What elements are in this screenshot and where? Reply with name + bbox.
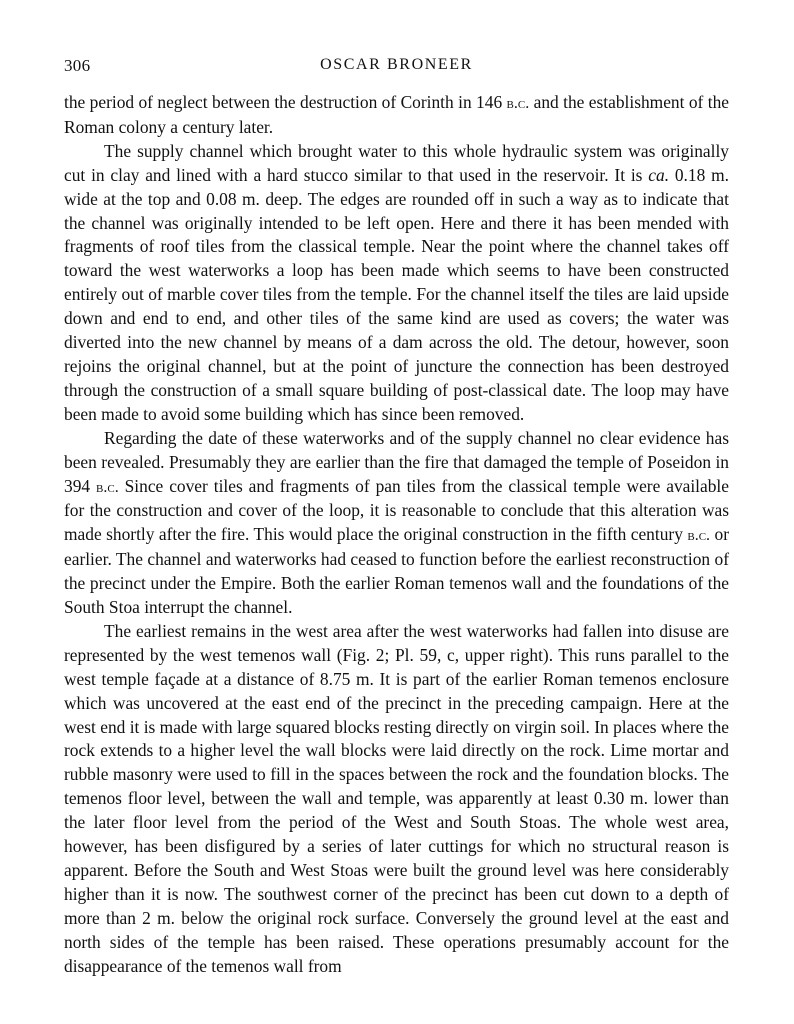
date-abbreviation: b.c. [687,527,711,545]
body-text [64,91,729,979]
paragraph-1 [64,91,729,140]
paragraph-4 [64,620,729,979]
paragraph-1-text-a: the period of neglect between the destruction of Corinth in 146 [64,92,507,112]
paragraph-2 [64,140,729,427]
page-header [64,56,729,82]
page-number: 306 [64,56,91,75]
paragraph-3-text-a: Regarding the date of these waterworks and of the supply channel no clear evidence has been revealed. Presumably they are earlier than the fire that damaged the temple of Poseidon in 394 [64,427,729,496]
circa-abbreviation: ca. [648,164,670,185]
paragraph-2-text-c: 0.18 m. wide at the top and 0.08 m. deep. The edges are rounded off in such a way as to indicate that the channel was originally intended to be left open. Here and there it has been mended with fragments of roof tiles from the classical temple. Near the point where the channel takes off toward the west waterworks a loop has been made which seems to have been constructed entirely out of marble cover tiles from the temple. For the channel itself the tiles are laid upside down and end to end, and other tiles of the same kind are used as covers; the water was diverted into the new channel by means of a dam across the old. The detour, however, soon rejoins the original channel, but at the point of juncture the connection has been destroyed through the construction of a small square building of post-classical date. The loop may have been made to avoid some building which has since been removed. [64,164,729,424]
paragraph-4-text-a: The earliest remains in the west area after the west waterworks had fallen into disuse are represented by the west temenos wall (Fig. 2; Pl. 59, c, upper right). This runs parallel to the west temple façade at a distance of 8.75 m. It is part of the earlier Roman temenos enclosure which was uncovered at the east end of the precinct in the preceding campaign. Here at the west end it is made with large squared blocks resting directly on virgin soil. In places where the rock extends to a higher level the wall blocks were laid directly on the rock. Lime mortar and rubble masonry were used to fill in the spaces between the rock and the foundation blocks. The temenos floor level, between the wall and temple, was apparently at least 0.30 m. lower than the later floor level from the period of the West and South Stoas. The whole west area, however, has been disfigured by a series of later cuttings for which no structural reason is apparent. Before the South and West Stoas were built the ground level was here considerably higher than it is now. The southwest corner of the precinct has been cut down to a depth of more than 2 m. below the original rock surface. Conversely the ground level at the east and north sides of the temple has been raised. These operations presumably account for the disappearance of the temenos wall from [64,620,729,976]
date-abbreviation: b.c. [506,95,530,112]
running-head: OSCAR BRONEER [320,56,473,73]
paragraph-2-text-a: The supply channel which brought water to this whole hydraulic system was originally cut in clay and lined with a hard stucco similar to that used in the reservoir. It is [64,140,729,185]
date-abbreviation: b.c. [96,478,119,496]
paragraph-3-text-e: or earlier. The channel and waterworks had ceased to function before the earliest reconstruction of the precinct under the Empire. Both the earlier Roman temenos wall and the foundations of the South Stoa interrupt the channel. [64,524,729,618]
paragraph-3 [64,427,729,620]
paragraph-1-text-c: and the establishment of the Roman colony a century later. [64,92,729,137]
paragraph-3-text-c: Since cover tiles and fragments of pan tiles from the classical temple were available for the construction and cover of the loop, it is reasonable to conclude that this alteration was made shortly after the fire. This would place the original construction in the fifth century [64,475,729,545]
